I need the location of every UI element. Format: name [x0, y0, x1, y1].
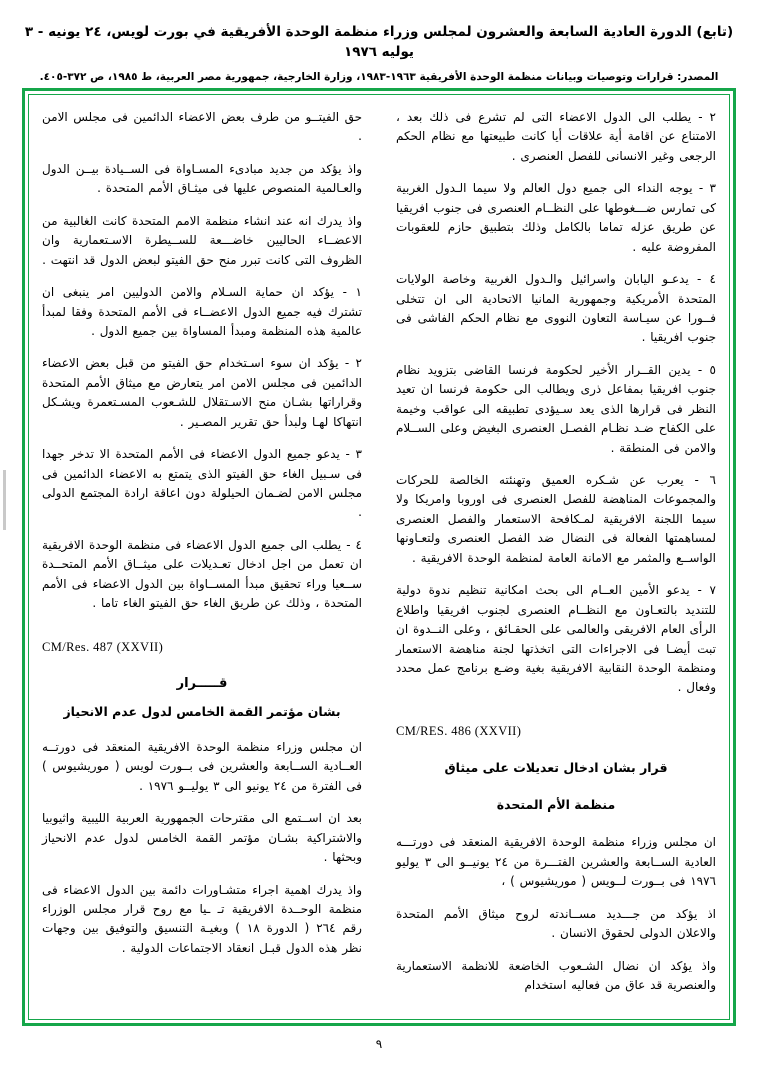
page-header: [0, 22, 758, 85]
paragraph: ان مجلس وزراء منظمة الوحدة الافريقية المنعقد فى دورتــه العــادية الســابعة والعشرين فى بــورت لويس ( موريشيوس ) فى الفترة من ٢٤ يونيو الى ٣ يوليــو ١٩٧٦ .: [42, 739, 362, 793]
paragraph: واذ يدرك انه عند انشاء منظمة الامم المتحدة كانت الغالبية من الاعضــاء الحاليين خاضـــعة للســيطرة الاسـتعمارية وان الظروف التى كانت تبرر منح حق الفيتو لبعض الدول قد انتهت .: [42, 213, 362, 267]
page-number: ٩: [375, 1037, 383, 1051]
page-edge-mark: [3, 470, 6, 530]
paragraph: ١ - يؤكد ان حماية السـلام والامن الدوليين امر ينبغى ان تشترك فيه جميع الدول الاعضــاء فى الأمم المتحدة وفقا لمبدأ عالمية هذه المنظمة ومبدأ المساواة بين جميع الدول .: [42, 285, 362, 338]
paragraph: واذ يؤكد من جديد مبادىء المسـاواة فى الســيادة بيــن الدول والعـالمية المنصوص عليها فى ميثـاق الأمم المتحدة .: [42, 161, 362, 196]
paragraph: بعد ان اســتمع الى مقترحات الجمهورية العربية الليبية واثيوبيا والاشتراكية بشـان مؤتمر القمة الخامس لدول عدم الانحياز وبحثها .: [42, 811, 362, 865]
paragraph: واذ يدرك اهمية اجراء متشـاورات دائمة بين الدول الاعضاء فى منظمة الوحــدة الافريقية تـ ـيا مع روح قرار مجلس الوزراء رقم ٢٦٤ ( الدورة ١٨ ) وبغيـة التنسيق والتوفيق بين وجهات نظر هذه الدول قبـل انعقاد الاجتماعات الدولية .: [42, 882, 362, 955]
paragraph: ٢ - يطلب الى الدول الاعضاء التى لم تشرع فى ذلك بعد ، الامتناع عن اقامة أية علاقات أيا كانت طبيعتها مع نظام الحكم الرجعى وغير الانسانى للفصل العنصرى .: [396, 110, 716, 163]
paragraph: ٣ - يوجه النداء الى جميع دول العالم ولا سيما الـدول الغربية كى تمارس ضـــغوطها على النظــام العنصرى فى جنوب افريقيا عن طريق عزله تماما بالكامل وذلك بتطبيق حازم للعقوبات المفروضة عليه .: [396, 181, 716, 254]
resolution-id: CM/Res. 487 (XXVII): [42, 639, 164, 654]
paragraph: اذ يؤكد من جـــديد مســاندته لروح ميثاق الأمم المتحدة والاعلان الدولى لحقوق الانسان .: [396, 906, 716, 941]
paragraph: ٤ - يطلب الى جميع الدول الاعضاء فى منظمة الوحدة الافريقية ان تعمل من اجل ادخال تعـديلات على ميثــاق الأمم المتحــدة ســعيا وراء تحقيق مبدأ المســاواة بين الدول الاعضاء فى الأمم المتحدة ، وذلك عن طريق الغاء حق الفيتو الغاء تاما .: [42, 537, 362, 611]
paragraph: ٧ - يدعو الأمين العــام الى بحث امكانية تنظيم ندوة دولية للتنديد بالتعـاون مع النظــام العنصرى لجنوب افريقيا واطلاع الرأى العام الافريقى والعالمى على الحقـائق ، وعلى النــدوة ان تبت أيضـا فى الاجراءات التى اتخذتها لجنة مناهضة الاستعمار ومنظمة الوحدة النقابية الافريقية بغية وضـع برنامج عمل محدد وفعال .: [396, 583, 716, 695]
paragraph: ٣ - يدعو جميع الدول الاعضاء فى الأمم المتحدة الا تدخر جهدا فى سـبيل الغاء حق الفيتو الذى يتمتع به الاعضاء الدائمين فى مجلس الامن لضـمان الحيلولة دون اعاقة ارادة المجتمع الدولى .: [42, 447, 362, 520]
column-left: [42, 108, 362, 1008]
paragraph: ٤ - يدعـو اليابان واسرائيل والـدول الغربية وخاصة الولايات المتحدة الأمريكية وجمهورية المانيا الاتحادية الى ان تتخلى فــورا عن سيـاسة التعاون النووى مع نظام الحكم الفاشى فى جنوب افريقيا .: [396, 272, 716, 345]
column-right: [396, 108, 716, 1008]
resolution-id: CM/RES. 486 (XXVII): [396, 723, 522, 738]
resolution-title: قـــــرار: [176, 675, 228, 691]
paragraph: ٦ - يعرب عن شـكره العميق وتهنئته الخالصة للحركات والمجموعات المناهضة للفصل العنصرى فى اوروبا وامريكا ولا سيما اللجنة الافريقية لمـكافحة الاستعمار والفصل العنصرى لمساهمتها الفعالة فى النضال ضد الفصل العنصرى ولتعـاونها الواســع والمثمر مع الامانة العامة لمنظمة الوحدة الافريقية .: [396, 473, 716, 565]
header-source: المصدر: قرارات وتوصيات وبيانات منظمة الوحدة الأفريقية ١٩٦٣-١٩٨٣، وزارة الخارجية، جمهورية مصر العربية، ط ١٩٨٥، ص ٣٧٢-٤٠٥.: [39, 70, 719, 83]
paragraph: ان مجلس وزراء منظمة الوحدة الافريقية المنعقد فى دورتـــه العادية الســابعة والعشرين الفتـــرة من ٢٤ يونيــو الى ٣ يوليو ١٩٧٦ فى بــورت لــويس ( موريشيوس ) ،: [396, 835, 716, 889]
two-column-body: [42, 108, 716, 1008]
resolution-subtitle: منظمة الأم المتحدة: [496, 797, 616, 813]
header-title: (تابع) الدورة العادية السابعة والعشرون لمجلس وزراء منظمة الوحدة الأفريقية في بورت لويس، ٢٤ يونيه - ٣ يوليه ١٩٧٦: [24, 24, 734, 61]
paragraph: ٥ - يدين القــرار الأخير لحكومة فرنسا القاضى بتزويد نظام جنوب افريقيا بمفاعل ذرى ويطالب الى حكومة فرنسا ان تعيد النظر فى قرارها الذى يعد سـيؤدى تطبيقه الى عواقب وخيمة على الكفاح ضـد نظـام الفصـل العنصرى البغيض وعلى الســلام والامن فى المنطقة .: [396, 362, 716, 455]
paragraph: ٢ - يؤكد ان سوء اسـتخدام حق الفيتو من قبل بعض الاعضاء الدائمين فى مجلس الامن امر يتعارض مع ميثاق الأمم المتحدة وقراراتها بشـان منح الاسـتقلال للشـعوب المسـتعمرة ويشـكل انتهاكا لهـا ولبدأ حق تقرير المصـير .: [42, 356, 362, 429]
resolution-subtitle: بشان مؤتمر القمة الخامس لدول عدم الانحياز: [63, 703, 341, 719]
paragraph: حق الفيتــو من طرف بعض الاعضاء الدائمين فى مجلس الامن .: [42, 110, 362, 144]
paragraph: واذ يؤكد ان نضال الشـعوب الخاضعة للانظمة الاستعمارية والعنصرية قد عاق من فعاليه استخدام: [396, 958, 716, 992]
resolution-title: قرار بشان ادخال تعديلات على ميثاق: [444, 759, 668, 775]
